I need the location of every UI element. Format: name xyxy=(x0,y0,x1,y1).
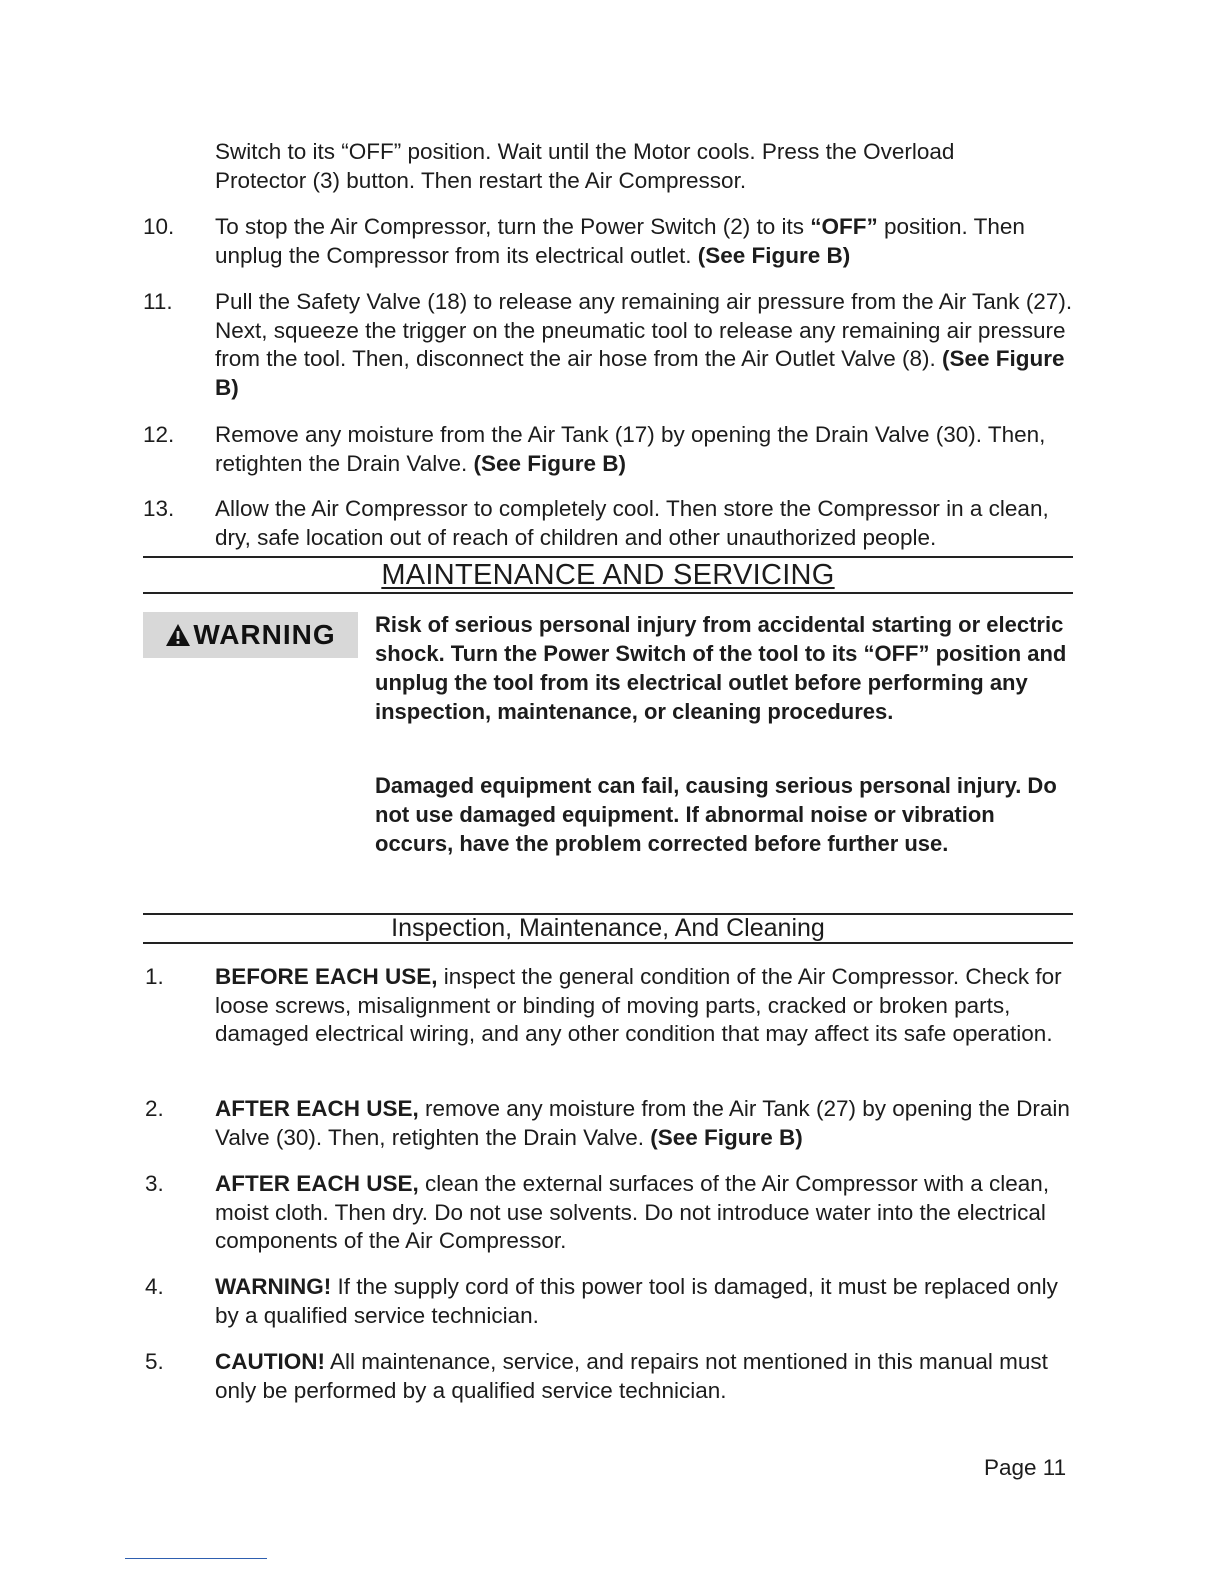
warning-paragraph-2: Damaged equipment can fail, causing serious personal injury. Do not use damaged equipment. If abnormal noise or vibration occurs, have the problem corrected before further use. xyxy=(375,773,1057,856)
item-lead: WARNING! xyxy=(215,1274,332,1299)
warning-label: WARNING xyxy=(193,619,336,650)
step-number: 10. xyxy=(143,214,175,239)
item-number: 5. xyxy=(145,1349,164,1374)
intro-line-2: Protector (3) button. Then restart the Air Compressor. xyxy=(215,167,747,193)
section-divider-top xyxy=(143,556,1073,558)
section-divider-bottom xyxy=(143,592,1073,594)
step-number: 12. xyxy=(143,422,175,447)
warning-triangle-icon xyxy=(165,623,191,647)
step-bold: “OFF” xyxy=(810,214,878,239)
item-text: clean the external surfaces of the Air Compressor with a clean, moist cloth. Then dry. Do not use solvents. Do not introduce water into the electrical components of the Air Compressor. xyxy=(215,1171,1050,1253)
subsection-title-inspection: Inspection, Maintenance, And Cleaning xyxy=(391,914,825,942)
item-lead: CAUTION! xyxy=(215,1349,325,1374)
figure-reference: (See Figure B) xyxy=(473,450,627,476)
step-text: Allow the Air Compressor to completely cool. Then store the Compressor in a clean, dry, safe location out of reach of children and other unauthorized people. xyxy=(215,496,1049,550)
step-text: Pull the Safety Valve (18) to release any remaining air pressure from the Air Tank (27). Next, squeeze the trigger on the pneumatic tool to release any remaining air pressure from the tool. Then, disconnect the air hose from the Air Outlet Valve (8). xyxy=(215,289,1073,371)
item-text: All maintenance, service, and repairs not mentioned in this manual must only be performed by a qualified service technician. xyxy=(215,1349,1048,1403)
subsection-divider-bottom xyxy=(143,942,1073,944)
warning-badge xyxy=(143,612,358,658)
step-text: position. Then unplug the Compressor from its electrical outlet. xyxy=(215,214,1025,268)
step-text: Remove any moisture from the Air Tank (17) by opening the Drain Valve (30). Then, retighten the Drain Valve. xyxy=(215,422,1046,476)
item-lead: AFTER EACH USE, xyxy=(215,1096,419,1121)
figure-reference: (See Figure B) xyxy=(215,346,1065,400)
item-lead: BEFORE EACH USE, xyxy=(215,964,438,989)
step-number: 13. xyxy=(143,496,175,521)
page-number: Page 11 xyxy=(984,1455,1067,1480)
step-number: 11. xyxy=(143,289,173,314)
figure-reference: (See Figure B) xyxy=(650,1124,803,1150)
item-lead: AFTER EACH USE, xyxy=(215,1171,419,1196)
item-number: 3. xyxy=(145,1171,164,1196)
warning-paragraph-1: Risk of serious personal injury from accidental starting or electric shock. Turn the Power Switch of the tool to its “OFF” position and unplug the tool from its electrical outlet before performing any inspection, maintenance, or cleaning procedures. xyxy=(375,612,1067,724)
figure-reference: (See Figure B) xyxy=(697,242,851,268)
item-text: If the supply cord of this power tool is damaged, it must be replaced only by a qualified service technician. xyxy=(215,1274,1058,1328)
intro-line-1: Switch to its “OFF” position. Wait until the Motor cools. Press the Overload xyxy=(215,139,955,164)
item-number: 2. xyxy=(145,1096,164,1121)
intro-paragraph xyxy=(215,138,1085,195)
step-text: To stop the Air Compressor, turn the Power Switch (2) to its xyxy=(215,214,811,239)
section-title-maintenance: MAINTENANCE AND SERVICING xyxy=(381,559,835,591)
item-number: 1. xyxy=(145,964,164,989)
footer-rule xyxy=(125,1558,267,1559)
item-text: remove any moisture from the Air Tank (27) by opening the Drain Valve (30). Then, retighten the Drain Valve. xyxy=(215,1096,1070,1150)
item-text: inspect the general condition of the Air Compressor. Check for loose screws, misalignment or binding of moving parts, cracked or broken parts, damaged electrical wiring, and any other condition that may affect its safe operation. xyxy=(215,964,1062,1046)
item-number: 4. xyxy=(145,1274,164,1299)
